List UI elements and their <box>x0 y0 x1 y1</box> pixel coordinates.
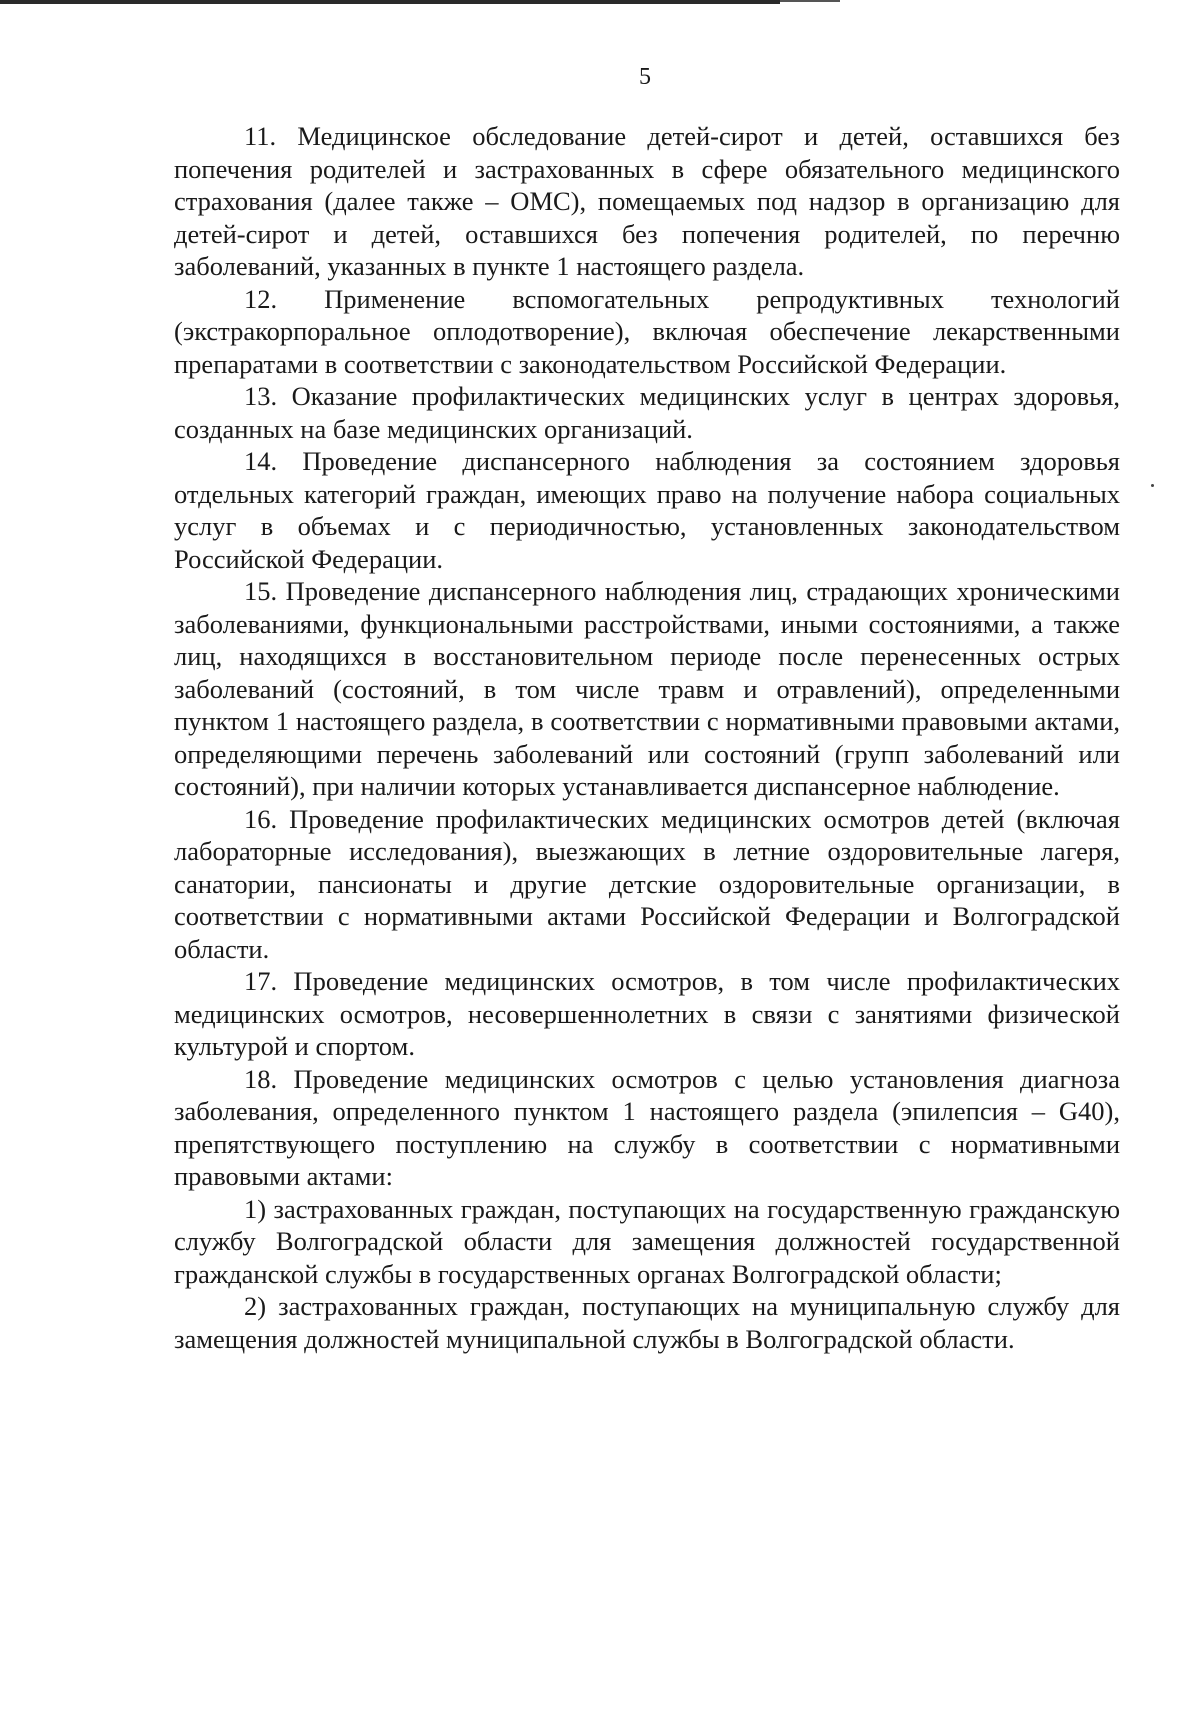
paragraph-18-item-2: 2) застрахованных граждан, поступающих на муниципальную службу для замещения должностей муниципальной службы в Волгоградской области. <box>174 1291 1120 1354</box>
paragraph-14: 14. Проведение диспансерного наблюдения за состоянием здоровья отдельных категорий граждан, имеющих право на получение набора социальных услуг в объемах и с периодичностью, установленных законодательством Российской Федерации. <box>174 446 1120 574</box>
page-number: 5 <box>639 64 651 90</box>
scan-edge-mark <box>0 0 780 4</box>
paragraph-13: 13. Оказание профилактических медицинских услуг в центрах здоровья, созданных на базе медицинских организаций. <box>174 381 1120 444</box>
paragraph-12: 12. Применение вспомогательных репродуктивных технологий (экстракорпоральное оплодотворение), включая обеспечение лекарственными препаратами в соответствии с законодательством Российской Федерации. <box>174 283 1120 379</box>
document-body <box>174 120 1120 1355</box>
paragraph-15: 15. Проведение диспансерного наблюдения лиц, страдающих хроническими заболеваниями, функциональными расстройствами, иными состояниями, а также лиц, находящихся в восстановительном периоде после перенесенных острых заболеваний (состояний, в том числе травм и отравлений), определенными пунктом 1 настоящего раздела, в соответствии с нормативными правовыми актами, определяющими перечень заболеваний или состояний (групп заболеваний или состояний), при наличии которых устанавливается диспансерное наблюдение. <box>174 576 1120 801</box>
scan-speck <box>1151 484 1154 487</box>
paragraph-18: 18. Проведение медицинских осмотров с целью установления диагноза заболевания, определенного пунктом 1 настоящего раздела (эпилепсия – G40), препятствующего поступлению на службу в соответствии с нормативными правовыми актами: <box>174 1063 1120 1191</box>
paragraph-18-item-1: 1) застрахованных граждан, поступающих на государственную гражданскую службу Волгоградской области для замещения должностей государственной гражданской службы в государственных органах Волгоградской области; <box>174 1193 1120 1289</box>
paragraph-11: 11. Медицинское обследование детей-сирот и детей, оставшихся без попечения родителей и застрахованных в сфере обязательного медицинского страхования (далее также – ОМС), помещаемых под надзор в организацию для детей-сирот и детей, оставшихся без попечения родителей, по перечню заболеваний, указанных в пункте 1 настоящего раздела. <box>174 121 1120 281</box>
scan-edge-mark <box>780 0 840 2</box>
paragraph-16: 16. Проведение профилактических медицинских осмотров детей (включая лабораторные исследования), выезжающих в летние оздоровительные лагеря, санатории, пансионаты и другие детские оздоровительные организации, в соответствии с нормативными актами Российской Федерации и Волгоградской области. <box>174 803 1120 964</box>
paragraph-17: 17. Проведение медицинских осмотров, в том числе профилактических медицинских осмотров, несовершеннолетних в связи с занятиями физической культурой и спортом. <box>174 966 1120 1061</box>
